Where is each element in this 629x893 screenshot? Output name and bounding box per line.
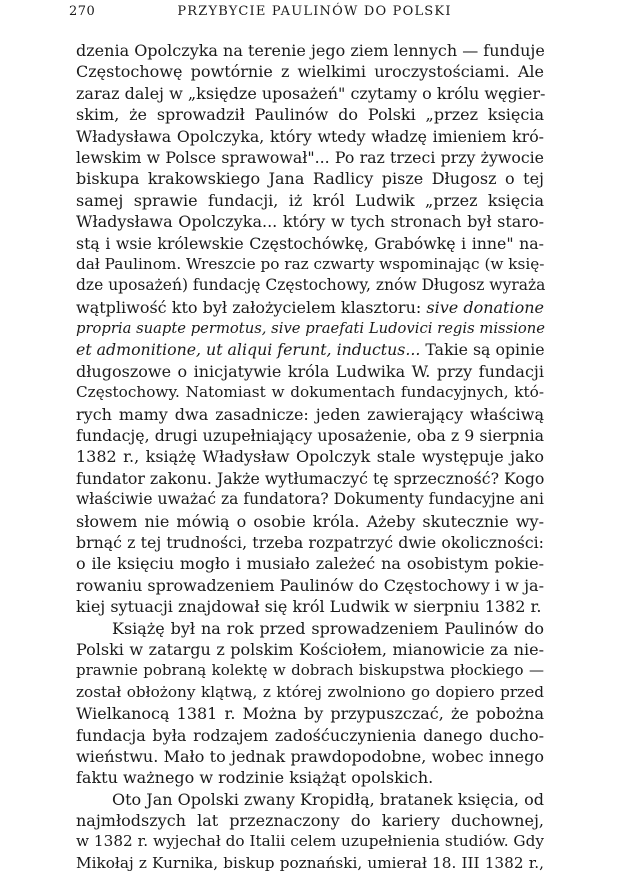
text-line: dze uposażeń) fundację Częstochowy, znów Długosz wyraża xyxy=(76,276,546,295)
page-header xyxy=(70,4,559,24)
text-line: został obłożony klątwą, z której zwolniono go dopiero przed xyxy=(76,682,544,701)
text-line: kiej sytuacji znajdował się król Ludwik w sierpniu 1382 r. xyxy=(76,597,542,617)
paragraph-start: Książę był na rok przed sprowadzeniem Paulinów do xyxy=(112,618,544,638)
text-line: Mikołaj z Kurnika, biskup poznański, umierał 18. III 1382 r., xyxy=(76,853,544,872)
text-line: Częstochowy. Natomiast w dokumentach fundacyjnych, któ- xyxy=(76,383,544,402)
text-line: brnąć z tej trudności, trzeba rozpatrzyć dwie okoliczności: xyxy=(76,532,544,552)
text-line: faktu ważnego w rodzinie książąt opolskich. xyxy=(76,768,434,788)
text-line: dzenia Opolczyka na terenie jego ziem lennych — funduje xyxy=(76,41,545,60)
text-segment: wątpliwość kto był założycielem klasztoru: xyxy=(76,297,422,317)
paragraph-start: Oto Jan Opolski zwany Kropidłą, bratanek księcia, od xyxy=(112,789,544,809)
text-line: prawnie pobraną kolektę w dobrach biskupstwa płockiego — xyxy=(76,661,544,680)
text-line: o ile księciu mogło i musiało zależeć na osobistym pokie- xyxy=(76,554,544,574)
text-line: wieństwu. Mało to jednak prawdopodobne, wobec innego xyxy=(76,746,544,766)
text-line: właściwie uważać za fundatora? Dokumenty fundacyjne ani xyxy=(76,490,544,509)
text-line: skim, że sprowadził Paulinów do Polski „przez księcia xyxy=(76,105,544,125)
text-line: Wielkanocą 1381 r. Można by przypuszczać, że pobożna xyxy=(76,704,544,724)
text-line: zaraz dalej w „księdze uposażeń" czytamy o królu węgier- xyxy=(76,83,546,103)
text-line-mixed xyxy=(76,297,544,318)
latin-quote-line: propria suapte permotus, sive praefati Ludovici regis missione xyxy=(76,320,546,338)
text-line: Władysława Opolczyka... który w tych stronach był staro- xyxy=(76,212,544,232)
text-line: rowaniu sprowadzeniem Paulinów do Częstochowy i w ja- xyxy=(76,575,544,595)
text-line: w 1382 r. wyjechał do Italii celem uzupełnienia studiów. Gdy xyxy=(76,832,544,851)
text-line: lewskim w Polsce sprawował"... Po raz trzeci przy żywocie xyxy=(76,147,544,167)
text-line: Władysława Opolczyka, który wtedy władzę imieniem kró- xyxy=(76,126,544,146)
running-title: PRZYBYCIE PAULINÓW DO POLSKI xyxy=(177,4,452,19)
body-text xyxy=(76,40,544,874)
text-line: fundacja była rodzajem zadośćuczynienia danego ducho- xyxy=(76,725,544,745)
text-line: dał Paulinom. Wreszcie po raz czwarty wspominając (w księ- xyxy=(76,254,545,273)
text-line-mixed xyxy=(76,339,544,360)
text-segment: Takie są opinie xyxy=(420,340,545,360)
text-line: fundację, drugi uzupełniający uposażenie, oba z 9 sierpnia xyxy=(76,426,544,446)
text-line: biskupa krakowskiego Jana Radlicy pisze Długosz o tej xyxy=(76,169,544,189)
text-line: najmłodszych lat przeznaczony do kariery duchownej, xyxy=(76,811,544,831)
text-line: Częstochowę powtórnie z wielkimi uroczystościami. Ale xyxy=(76,62,544,82)
latin-quote: et admonitione, ut aliqui ferunt, inductus... xyxy=(76,340,421,360)
text-line: rych mamy dwa zasadnicze: jeden zawierający właściwą xyxy=(76,404,544,424)
text-line: 1382 r., książę Władysław Opolczyk stale występuje jako xyxy=(76,447,544,467)
text-line: stą i wsie królewskie Częstochówkę, Grabówkę i inne" na- xyxy=(76,233,544,253)
text-line: długoszowe o inicjatywie króla Ludwika W. przy fundacji xyxy=(76,361,544,381)
text-line: Polski w zatargu z polskim Kościołem, mianowicie za nie- xyxy=(76,639,544,659)
page-number: 270 xyxy=(69,4,96,19)
text-line: fundator zakonu. Jakże wytłumaczyć tę sprzeczność? Kogo xyxy=(76,468,545,488)
text-line: słowem nie mówią o osobie króla. Ażeby skutecznie wy- xyxy=(76,511,544,531)
latin-quote: sive donatione xyxy=(426,297,544,317)
text-line: samej sprawie fundacji, iż król Ludwik „przez księcia xyxy=(76,190,544,210)
